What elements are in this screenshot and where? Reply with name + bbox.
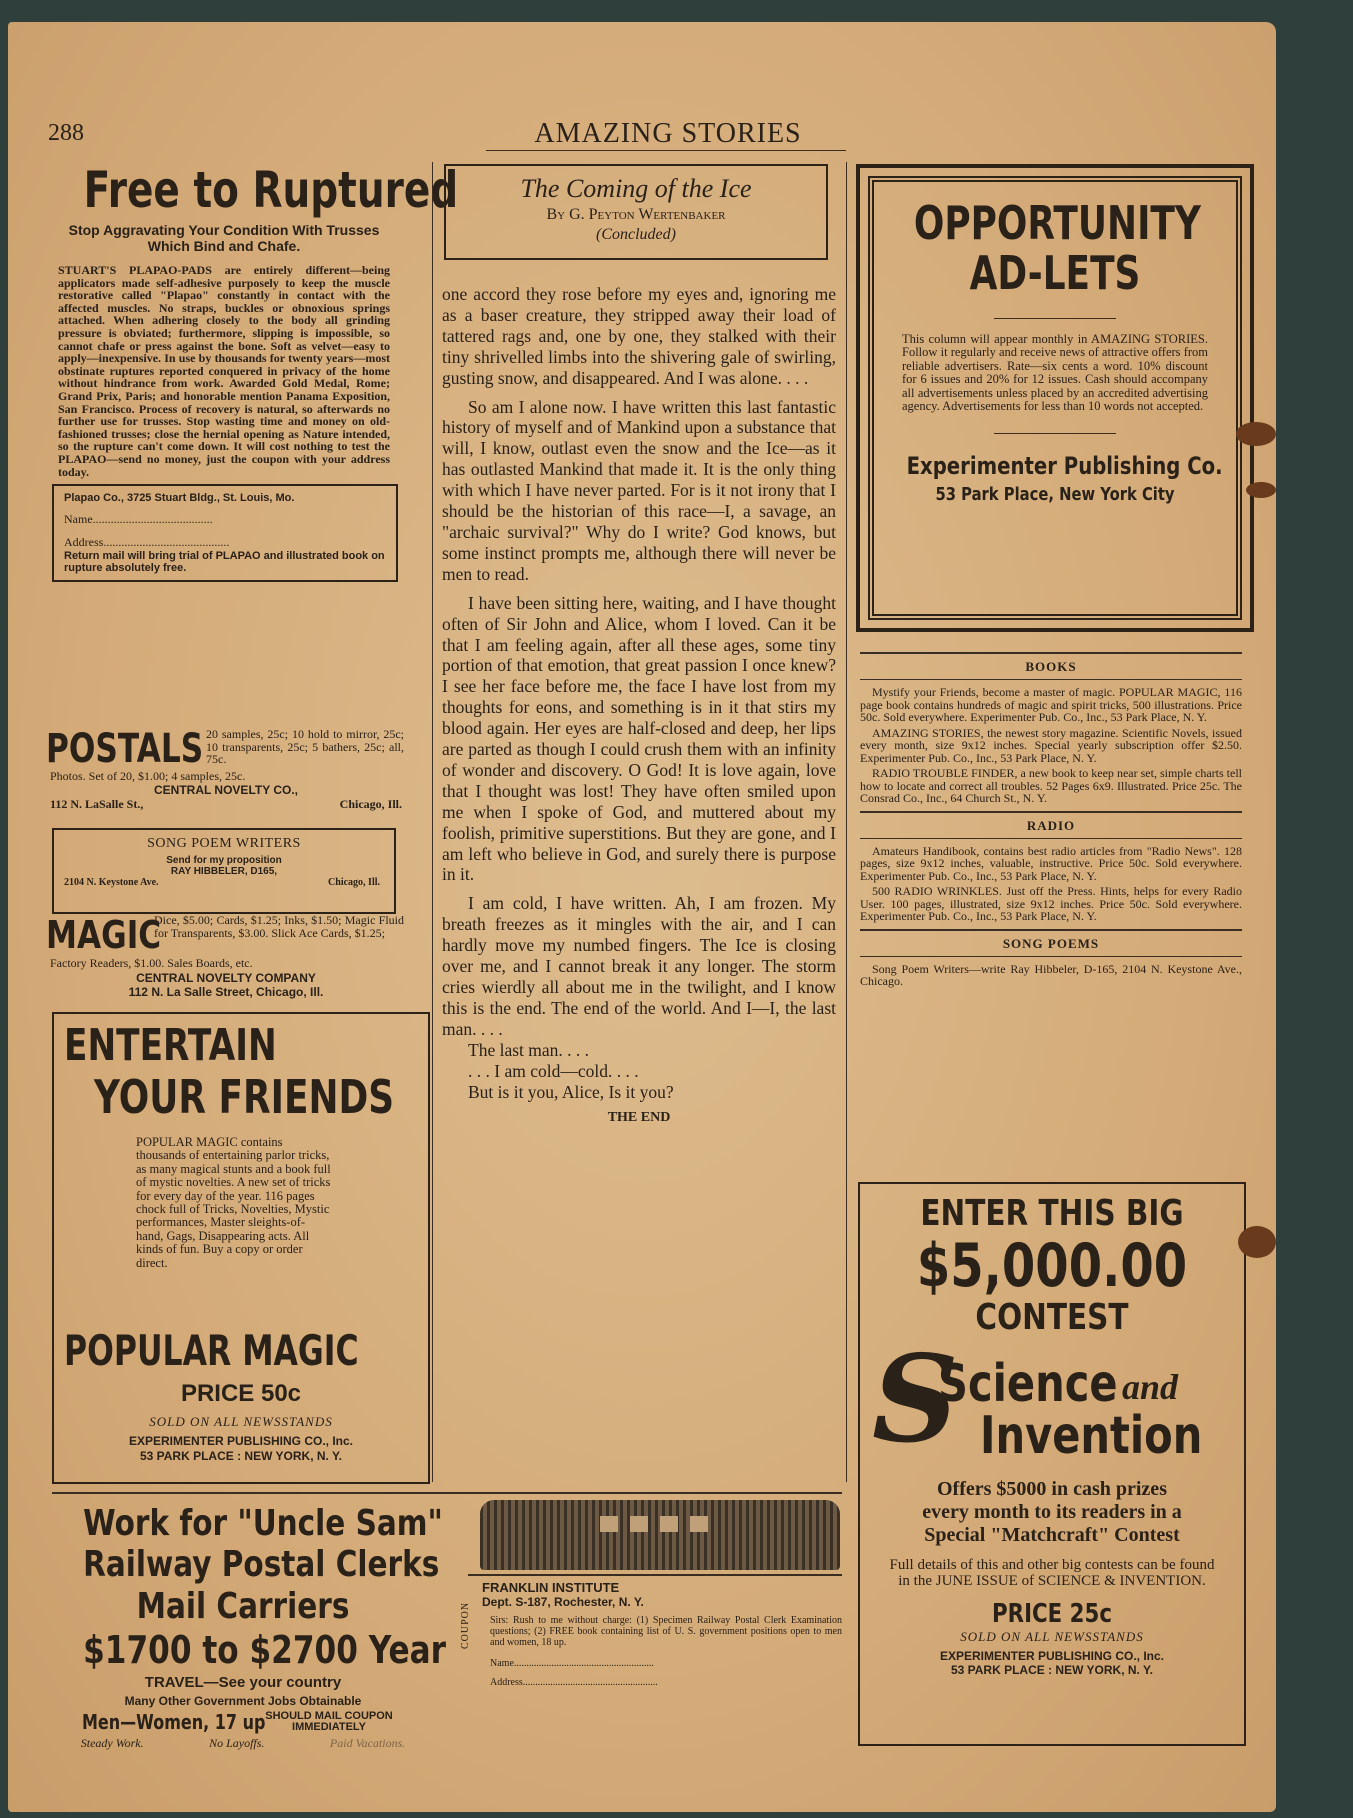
contest-ad — [858, 1182, 1246, 1746]
opportunity-address: 53 Park Place, New York City — [935, 484, 1175, 506]
railway-line3: Mail Carriers — [136, 1586, 350, 1627]
column-divider-left — [432, 162, 433, 1482]
railway-line2: Railway Postal Clerks — [83, 1544, 440, 1585]
coupon-rule — [468, 1574, 842, 1576]
railway-nolayoffs: No Layoffs. — [209, 1736, 265, 1750]
logo-s: S — [872, 1329, 959, 1470]
rupture-ad — [44, 161, 459, 582]
entertain-head2: YOUR FRIENDS — [94, 1070, 395, 1124]
franklin-name-field[interactable]: Name........................................................ — [490, 1658, 654, 1669]
logo-science: Science — [938, 1354, 1118, 1414]
contest-details: Full details of this and other big contests can be found in the JUNE ISSUE of SCIENCE & INVENTION. — [889, 1557, 1215, 1589]
classified-rule — [860, 811, 1242, 813]
railway-ad — [48, 1503, 447, 1751]
song-poem-ad — [52, 828, 396, 914]
books-heading: BOOKS — [1025, 659, 1077, 674]
contest-offer: Offers $5000 in cash prizes every month to its readers in a Special "Matchcraft" Contest — [922, 1478, 1182, 1546]
magazine-page — [8, 22, 1276, 1812]
story-text — [442, 284, 836, 1126]
contest-address: 53 PARK PLACE : NEW YORK, N. Y. — [950, 1663, 1154, 1677]
book-listing: AMAZING STORIES, the newest story magazine. Scientific Novels, issued every month, size 9x12 inches. Special yearly subscription offer $2.50. Experimenter Pub. Co., Inc., 53 Park Place, N. Y. — [860, 725, 1242, 765]
contest-head2: CONTEST — [975, 1297, 1129, 1338]
paper-damage — [1238, 1226, 1276, 1258]
coupon-footer: Return mail will bring trial of PLAPAO and illustrated book on rupture absolutely free. — [64, 550, 385, 575]
story-paragraph: one accord they rose before my eyes and, ignoring me as a baser creature, they stripped away their load of tattered rags and, one by one, they stalked with their tiny shrivelled limbs into the shivering gale of swirling, gusting snow, and disappeared. And I was alone. . . . — [442, 284, 836, 388]
magic-address: 112 N. La Salle Street, Chicago, Ill. — [128, 985, 324, 999]
entertain-body: POPULAR MAGIC contains thousands of entertaining parlor tricks, as many magical stunts and a book full of mystic novelties. A new set of tricks for every day of the year. 116 pages chock full of Tricks, Novelties, Mystic performances, Master sleights-of-hand, Gags, Disappearing acts. All kinds of fun. Buy a copy or order direct. — [136, 1135, 331, 1270]
song-listing: Song Poem Writers—write Ray Hibbeler, D-165, 2104 N. Keystone Ave., Chicago. — [860, 961, 1242, 988]
radio-listing: Amateurs Handibook, contains best radio articles from "Radio News". 128 pages, size 9x12 inches, valuable, instructive. Price 50c. Sold everywhere. Experimenter Pub. Co., Inc., 53 Park Place, N. Y. — [860, 843, 1242, 883]
magic-line2: Factory Readers, $1.00. Sales Boards, etc. — [50, 956, 253, 970]
franklin-name: FRANKLIN INSTITUTE — [482, 1580, 620, 1595]
train-window — [630, 1516, 648, 1532]
contest-publisher: EXPERIMENTER PUBLISHING CO., Inc. — [939, 1649, 1165, 1663]
postals-address-right: Chicago, Ill. — [339, 797, 402, 811]
magic-ad — [46, 914, 406, 999]
rupture-headline: Free to Ruptured — [83, 161, 459, 219]
paper-damage — [1236, 422, 1276, 446]
story-paragraph: So am I alone now. I have written this last fantastic history of myself and of Mankind upon a substance that will, I know, outlast even the snow and the Ice—as it has outlasted Mankind that made it. It is the only thing with which I have never parted. For is it not irony that I should be the historian of this race—I, a savage, an "archaic survival?" Why do I write? God knows, but some instinct prompts me, although there will never be men to read. — [442, 396, 836, 584]
rupture-body: STUART'S PLAPAO-PADS are entirely different—being applicators made self-adhesive purposely to keep the muscle restorative called "Plapao" constantly in contact with the affected muscles. No straps, buckles or obnoxious springs attached. When adhering closely to the body all grinding pressure is obviated; furthermore, slipping is impossible, so cannot chafe or press against the bone. Soft as velvet—easy to apply—inexpensive. In use by thousands for twenty years—most obstinate ruptures reported conquered in privacy of the home without hindrance from work. Awarded Gold Medal, Rome; Grand Prix, Paris; and honorable mention Panama Exposition, San Francisco. Process of recovery is natural, so afterwards no further use for trusses. Stop wasting time and money on old-fashioned trusses; close the hernial opening as Nature intended, so the rupture can't come down. It will cost nothing to test the PLAPAO—send no money, just the coupon with your address today. — [58, 263, 390, 479]
postals-headline: POSTALS — [46, 726, 204, 772]
song-line2: RAY HIBBELER, D165, — [170, 866, 278, 877]
railway-steady: Steady Work. — [80, 1736, 144, 1750]
rupture-subhead: Stop Aggravating Your Condition With Trusses Which Bind and Chafe. — [68, 222, 380, 254]
story-title-box — [444, 164, 828, 260]
masthead: AMAZING STORIES — [534, 118, 802, 149]
coupon-name-field[interactable]: Name........................................ — [64, 512, 213, 527]
page-number: 288 — [48, 120, 84, 146]
railway-line5: TRAVEL—See your country — [144, 1674, 342, 1691]
contest-price: PRICE 25c — [992, 1599, 1112, 1629]
opportunity-rule-bottom — [994, 433, 1116, 434]
classified-rule — [860, 679, 1242, 680]
story-closing: . . . I am cold—cold. . . . — [468, 1060, 639, 1081]
opportunity-rule-top — [994, 318, 1116, 319]
train-window — [660, 1516, 678, 1532]
song-address-left: 2104 N. Keystone Ave. — [64, 877, 159, 888]
story-title: The Coming of the Ice — [520, 174, 752, 203]
railway-menwomen: Men—Women, 17 up — [82, 1710, 266, 1734]
masthead-rule — [486, 150, 846, 151]
radio-heading: RADIO — [1026, 817, 1076, 833]
contest-head1: ENTER THIS BIG — [920, 1193, 1184, 1234]
coupon-address-field[interactable]: Address.......................................... — [64, 535, 230, 550]
magic-text: Dice, $5.00; Cards, $1.25; Inks, $1.50; Magic Fluid for Transparents, $3.00. Slick Ace Cards, $1.25; — [154, 913, 404, 940]
story-closing: The last man. . . . — [468, 1039, 590, 1060]
song-poems-heading: SONG POEMS — [1002, 935, 1100, 951]
train-window — [690, 1516, 708, 1532]
story-author: By G. Peyton Wertenbaker — [546, 206, 726, 223]
entertain-address: 53 PARK PLACE : NEW YORK, N. Y. — [139, 1449, 343, 1463]
classified-rule — [860, 652, 1242, 654]
postals-photos: Photos. Set of 20, $1.00; 4 samples, 25c. — [50, 769, 246, 783]
opportunity-border — [868, 176, 1242, 620]
railway-line1: Work for "Uncle Sam" — [83, 1503, 443, 1544]
logo-invention: Invention — [980, 1406, 1203, 1466]
opportunity-company: Experimenter Publishing Co. — [906, 452, 1223, 481]
entertain-head1: ENTERTAIN — [64, 1020, 277, 1071]
song-line1: Send for my proposition — [166, 855, 282, 866]
opportunity-body: This column will appear monthly in AMAZING STORIES. Follow it regularly and receive news of attractive offers from reliable advertisers. Rate—six cents a word. 10% discount for 6 issues and 20% for 12 issues. Cash should accompany all advertisements unless placed by an accredited advertising agency. Advertisements for less than 10 words not accepted. — [902, 332, 1208, 414]
entertain-sold: SOLD ON ALL NEWSSTANDS — [149, 1414, 333, 1429]
railway-line6: Many Other Government Jobs Obtainable — [124, 1694, 362, 1708]
opportunity-box — [856, 164, 1254, 632]
magic-headline: MAGIC — [46, 913, 162, 957]
train-window — [600, 1516, 618, 1532]
postals-address-left: 112 N. LaSalle St., — [50, 797, 144, 811]
opportunity-head1: OPPORTUNITY — [913, 196, 1201, 250]
contest-amount: $5,000.00 — [916, 1231, 1188, 1301]
franklin-coupon — [460, 1574, 842, 1688]
railway-paid: Paid Vacations. — [329, 1736, 406, 1750]
book-listing: Mystify your Friends, become a master of magic. POPULAR MAGIC, 116 page book contains hundreds of magic and spirit tricks, 500 illustrations. Price 50c. Sold everywhere. Experimenter Pub. Co., Inc., 53 Park Place, N. Y. — [860, 685, 1242, 724]
postals-ad — [46, 728, 406, 812]
opportunity-head2: AD-LETS — [969, 246, 1141, 300]
classifieds — [860, 652, 1242, 991]
postals-text: 20 samples, 25c; 10 hold to mirror, 25c; 10 transparents, 25c; 5 bathers, 25c; all, 75c. — [206, 727, 404, 766]
railway-should: SHOULD MAIL COUPON IMMEDIATELY — [265, 1710, 393, 1733]
science-invention-logo — [860, 1329, 1244, 1470]
railway-car-illustration — [480, 1500, 840, 1570]
entertain-price: PRICE 50c — [180, 1380, 302, 1407]
classified-rule — [860, 956, 1242, 957]
the-end: THE END — [607, 1110, 671, 1126]
coupon-address: Plapao Co., 3725 Stuart Bldg., St. Louis, Mo. — [64, 492, 295, 505]
story-paragraph: I have been sitting here, waiting, and I have thought often of Sir John and Alice, whom I loved. Can it be that I am feeling again, after all these ages, some tiny portion of that emotion, that great passion I once knew? I see her face before me, the face I have lost from my thoughts for eons, and something is in it that stirs my blood again. Her eyes are half-closed and deep, her lips are parted as though I could crush them with an infinity of wonder and discovery. O God! It is love again, love that I thought was lost! They have often smiled upon me when I spoke of God, and muttered about my foolish, primitive superstitions. But they are gone, and I am left who believe in God, and surely there is purpose in it. — [442, 592, 836, 885]
entertain-ad — [52, 1012, 430, 1484]
story-closing: But is it you, Alice, Is it you? — [468, 1081, 674, 1102]
classified-rule — [860, 929, 1242, 931]
franklin-dept: Dept. S-187, Rochester, N. Y. — [482, 1595, 644, 1609]
plapao-coupon — [52, 484, 398, 582]
radio-listing: 500 RADIO WRINKLES. Just off the Press. Hints, helps for every Radio User. 100 pages, illustrated, size 9x12 inches. Price 50c. Sold everywhere. Experimenter Pub. Co., Inc., 53 Park Place, N. Y. — [860, 884, 1242, 923]
song-title: SONG POEM WRITERS — [147, 836, 301, 851]
bottom-rule — [52, 1492, 842, 1494]
magic-company: CENTRAL NOVELTY COMPANY — [136, 971, 316, 985]
franklin-address-field[interactable]: Address...................................................... — [490, 1677, 658, 1688]
story-paragraph: I am cold, I have written. Ah, I am frozen. My breath freezes as it mingles with the air, and I can hardly move my numbed fingers. The Ice is closing over me, and I cannot break it any longer. The storm cries wierdly all about me in the twilight, and I know this is the end. The end of the world. And I—I, the last man. . . . — [442, 893, 836, 1039]
popular-magic-title: POPULAR MAGIC — [64, 1326, 359, 1375]
column-divider-right — [846, 162, 847, 1482]
railway-line4: $1700 to $2700 Year — [83, 1628, 447, 1672]
paper-damage — [1246, 482, 1276, 498]
song-address-right: Chicago, Ill. — [328, 877, 380, 888]
logo-and: and — [1122, 1367, 1179, 1407]
coupon-label: COUPON — [460, 1601, 471, 1649]
contest-sold: SOLD ON ALL NEWSSTANDS — [960, 1629, 1144, 1644]
postals-company: CENTRAL NOVELTY CO., — [153, 783, 298, 797]
classified-rule — [860, 838, 1242, 839]
book-listing: RADIO TROUBLE FINDER, a new book to keep near set, simple charts tell how to locate and correct all troubles. 52 Pages 6x9. Illustrated. Price 25c. The Consrad Co., Inc., 64 Church St., N. Y. — [860, 766, 1242, 805]
franklin-body: Sirs: Rush to me without charge: (1) Specimen Railway Postal Clerk Examination questions; (2) FREE book containing list of U. S. government positions open to men and women, 18 up. — [490, 1615, 842, 1648]
story-note: (Concluded) — [596, 226, 676, 243]
entertain-publisher: EXPERIMENTER PUBLISHING CO., Inc. — [128, 1434, 354, 1448]
